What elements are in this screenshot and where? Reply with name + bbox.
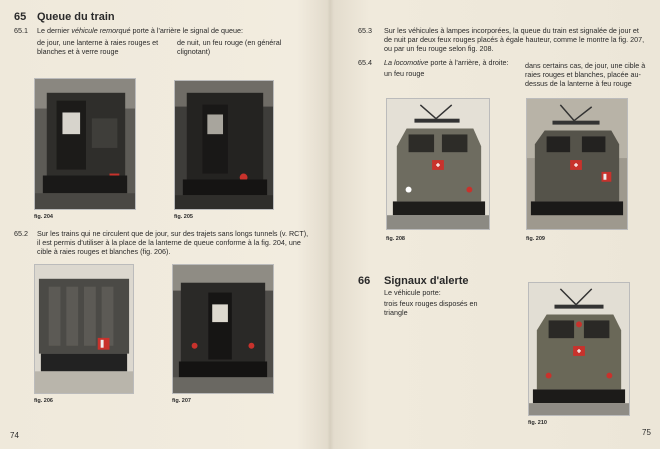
photo-fig-205: [174, 80, 274, 210]
caption-fig-208: fig. 208: [386, 236, 405, 242]
photo-fig-209: [526, 98, 628, 230]
paragraph-65-2: Sur les trains qui ne circulent que de jour, sur des trajets sans longs tunnels (v. RCT), il est permis d'utiliser à la place de la lanterne de queue conforme à la fig. 204, une cible à raies rouges et blanches (fig. 206).: [37, 229, 309, 256]
caption-fig-206: fig. 206: [34, 398, 53, 404]
paragraph-number: 65.2: [14, 229, 28, 238]
photo-fig-207: [172, 264, 274, 394]
page-number: 74: [10, 431, 19, 440]
paragraph-65-4: La locomotive porte à l'arrière, à droite:: [384, 58, 509, 67]
caption-day-lantern: de jour, une lanterne à raies rouges et blanches et à verre rouge: [37, 38, 159, 56]
caption-fig-205: fig. 205: [174, 214, 193, 220]
section-title: Signaux d'alerte: [384, 275, 469, 287]
section-number: 65: [14, 11, 27, 23]
section-number: 66: [358, 275, 371, 287]
section-title: Queue du train: [37, 11, 115, 23]
caption-fig-210: fig. 210: [528, 420, 547, 426]
paragraph-65-1: Le dernier véhicule remorqué porte à l'arrière le signal de queue:: [37, 26, 243, 35]
caption-one-red-light: un feu rouge: [384, 69, 425, 78]
paragraph-number: 65.3: [358, 26, 372, 35]
page-number: 75: [642, 428, 651, 437]
photo-fig-204: [34, 78, 136, 210]
caption-fig-204: fig. 204: [34, 214, 53, 220]
caption-target-board: dans certains cas, de jour, une cible à raies rouges et blanches, placée au-dessus de la lanterne à feu rouge: [525, 61, 646, 88]
vehicle-label: Le véhicule porte:: [384, 288, 441, 297]
paragraph-number: 65.4: [358, 58, 372, 67]
right-page: [330, 0, 660, 449]
caption-night-light: de nuit, un feu rouge (en général clignotant): [177, 38, 282, 56]
paragraph-number: 65.1: [14, 26, 28, 35]
vehicle-text: trois feux rouges disposés en triangle: [384, 299, 478, 317]
caption-fig-209: fig. 209: [526, 236, 545, 242]
photo-fig-206: [34, 264, 134, 394]
photo-fig-208: [386, 98, 490, 230]
photo-fig-210: [528, 282, 630, 416]
paragraph-65-3: Sur les véhicules à lampes incorporées, la queue du train est signalée de jour et de nuit par deux feux rouges placés à égale hauteur, comme le montre la fig. 207, ou par un feu rouge selon fig. 208.: [384, 26, 645, 53]
caption-fig-207: fig. 207: [172, 398, 191, 404]
